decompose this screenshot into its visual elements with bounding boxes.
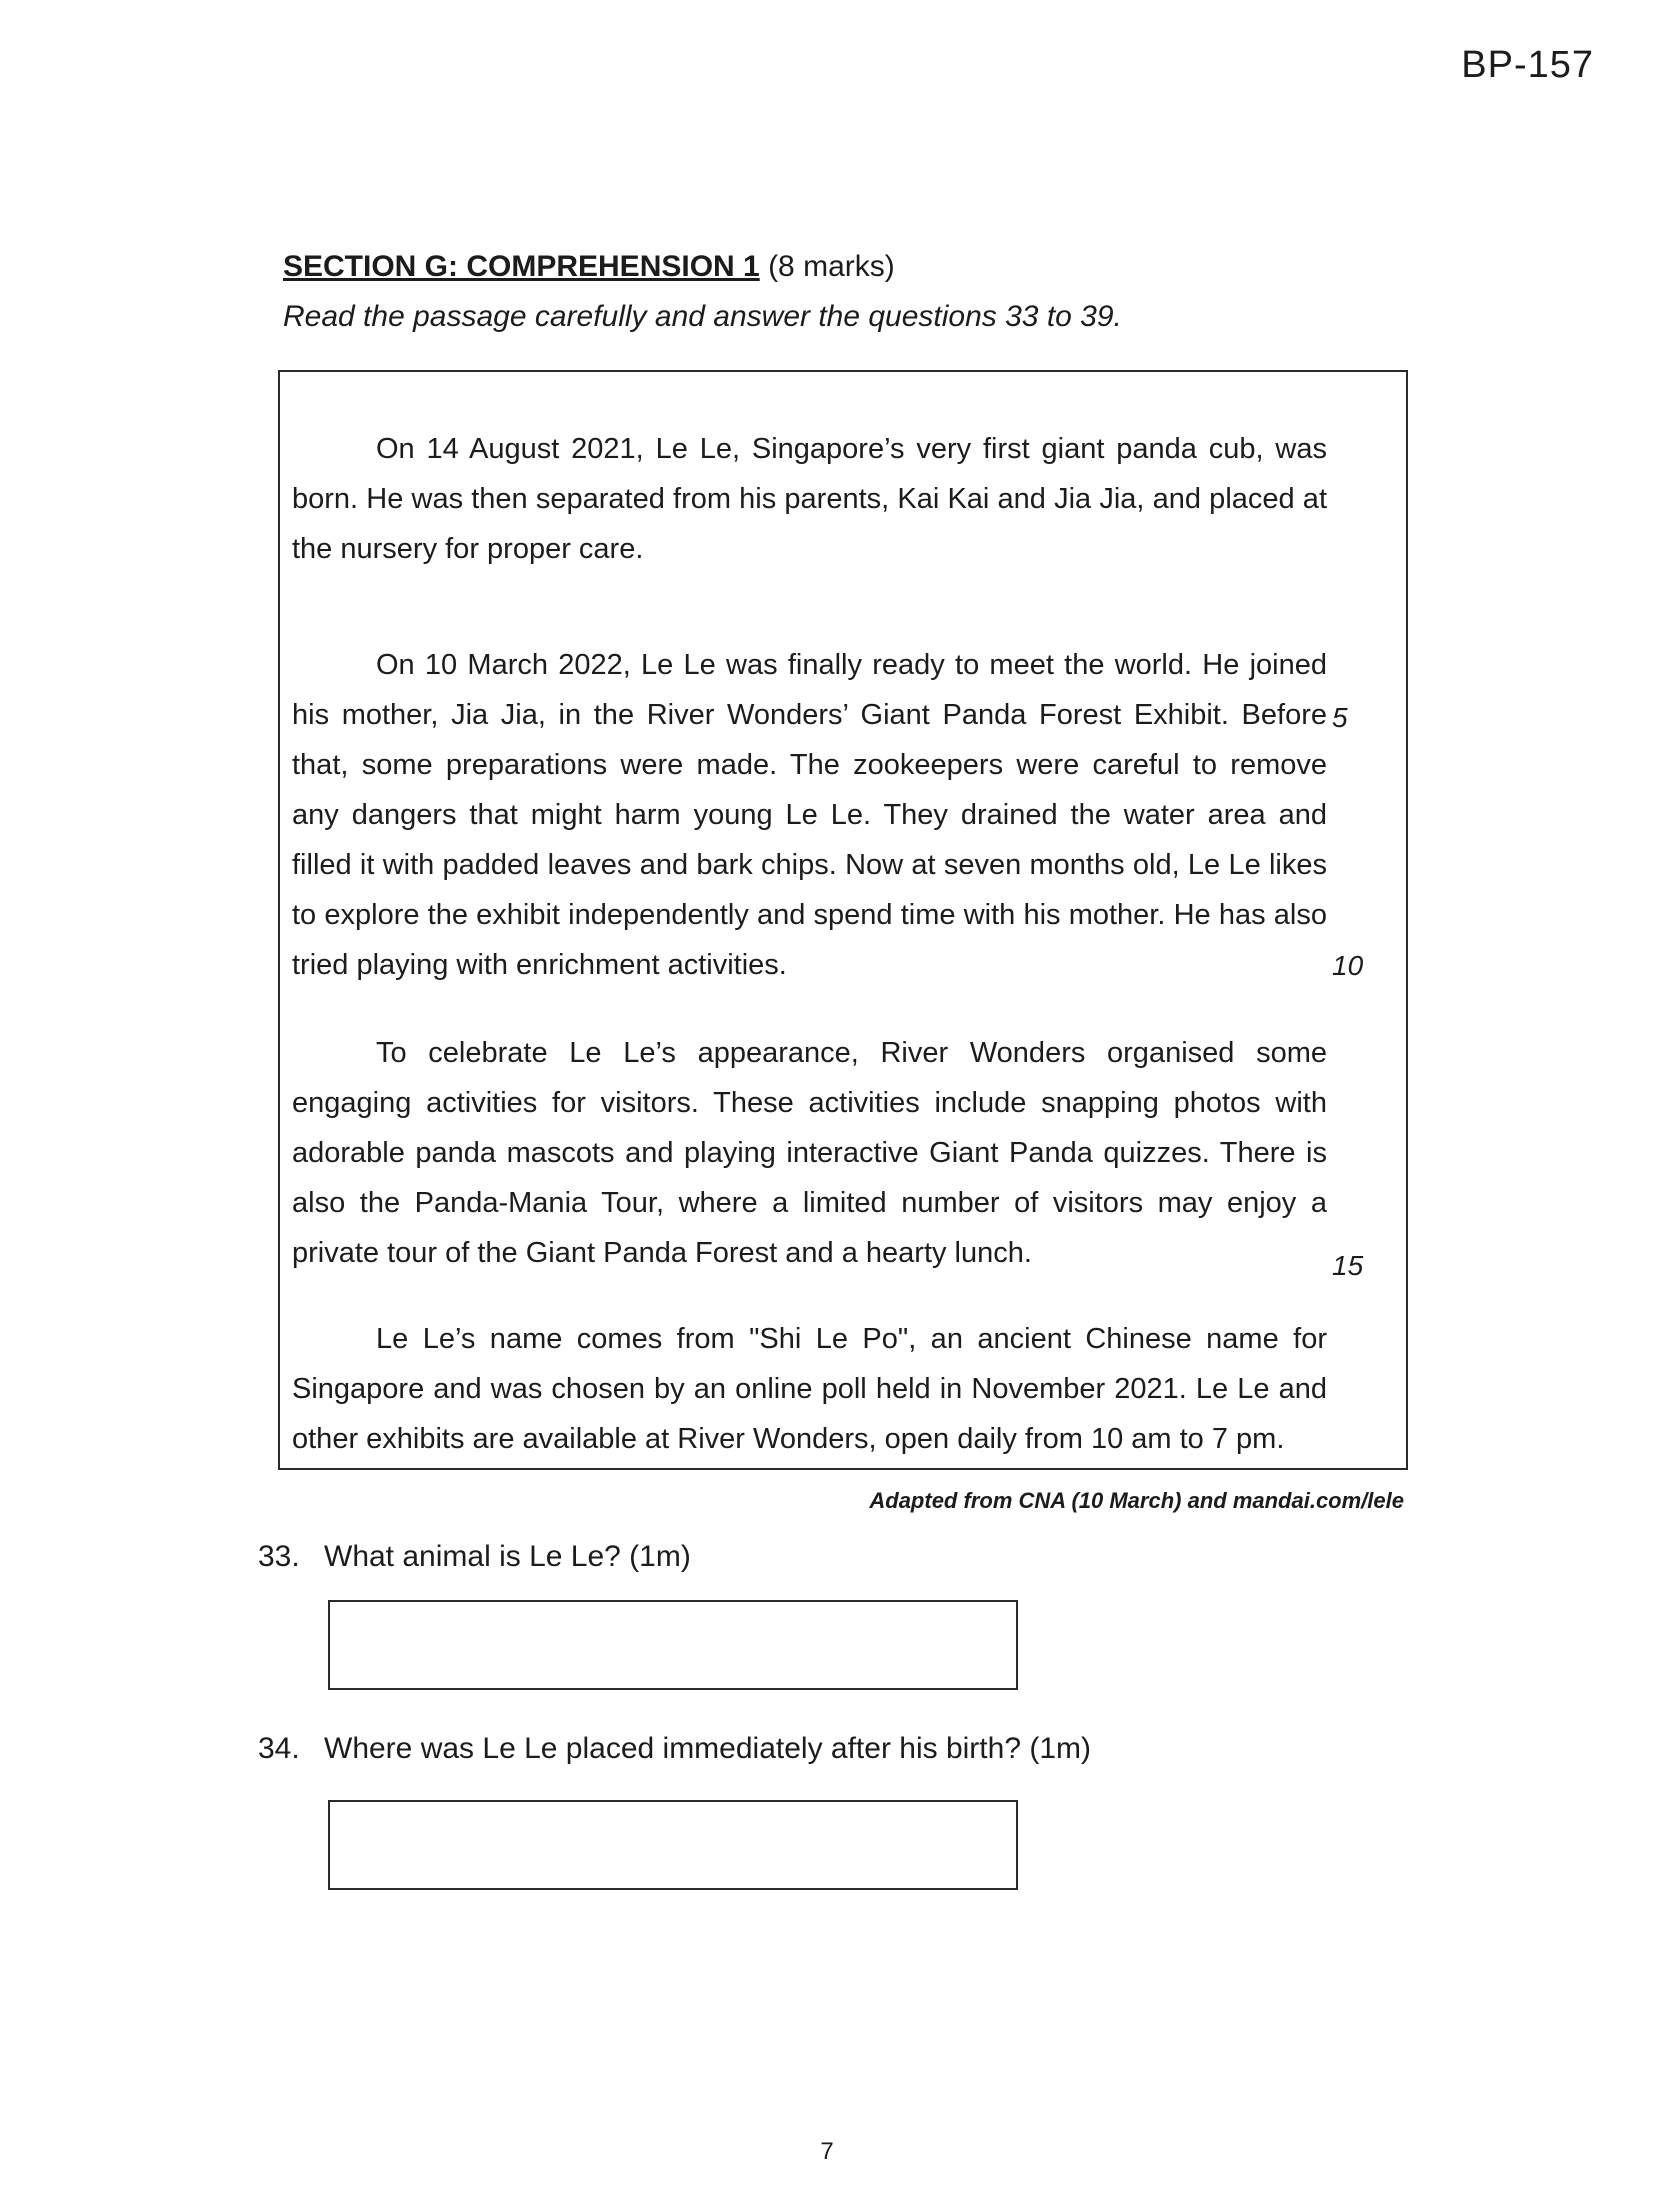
section-instruction: Read the passage carefully and answer the questions 33 to 39. [283,300,1122,333]
passage-paragraph-1: On 14 August 2021, Le Le, Singapore’s very first giant panda cub, was born. He was then separated from his parents, Kai Kai and Jia Jia, and placed at the nursery for proper care. [292,433,1327,565]
passage-source: Adapted from CNA (10 March) and mandai.com/lele [869,1488,1404,1513]
passage-paragraph-2: On 10 March 2022, Le Le was finally ready to meet the world. He joined his mother, Jia Jia, in the River Wonders’ Giant Panda Forest Exhibit. Before that, some preparations were made. The zookeepers were careful to remove any dangers that might harm young Le Le. They drained the water area and filled it with padded leaves and bark chips. Now at seven months old, Le Le likes to explore the exhibit independently and spend time with his mother. He has also tried playing with enrichment activities. [292,649,1327,981]
question-number: 33. [258,1540,300,1573]
line-number-5: 5 [1332,702,1348,733]
question-text: What animal is Le Le? (1m) [324,1540,691,1573]
question-text: Where was Le Le placed immediately after his birth? (1m) [324,1732,1091,1765]
page-number: 7 [820,2138,834,2165]
page-code: BP-157 [1461,44,1594,86]
section-title: SECTION G: COMPREHENSION 1 [283,250,760,283]
passage-paragraph-3: To celebrate Le Le’s appearance, River Wonders organised some engaging activities for visitors. These activities include snapping photos with adorable panda mascots and playing interactive Giant Panda quizzes. There is also the Panda-Mania Tour, where a limited number of visitors may enjoy a private tour of the Giant Panda Forest and a hearty lunch. [292,1037,1327,1269]
passage-paragraph-4: Le Le’s name comes from "Shi Le Po", an ancient Chinese name for Singapore and was chosen by an online poll held in November 2021. Le Le and other exhibits are available at River Wonders, open daily from 10 am to 7 pm. [292,1323,1327,1455]
question-34 [258,1732,1091,1766]
section-heading [283,250,895,284]
line-number-10: 10 [1332,950,1364,981]
answer-box-34[interactable] [328,1800,1018,1890]
question-33 [258,1540,691,1574]
passage-box [278,370,1408,1470]
section-marks: (8 marks) [768,250,895,283]
answer-box-33[interactable] [328,1600,1018,1690]
question-number: 34. [258,1732,300,1765]
line-number-15: 15 [1332,1250,1364,1281]
